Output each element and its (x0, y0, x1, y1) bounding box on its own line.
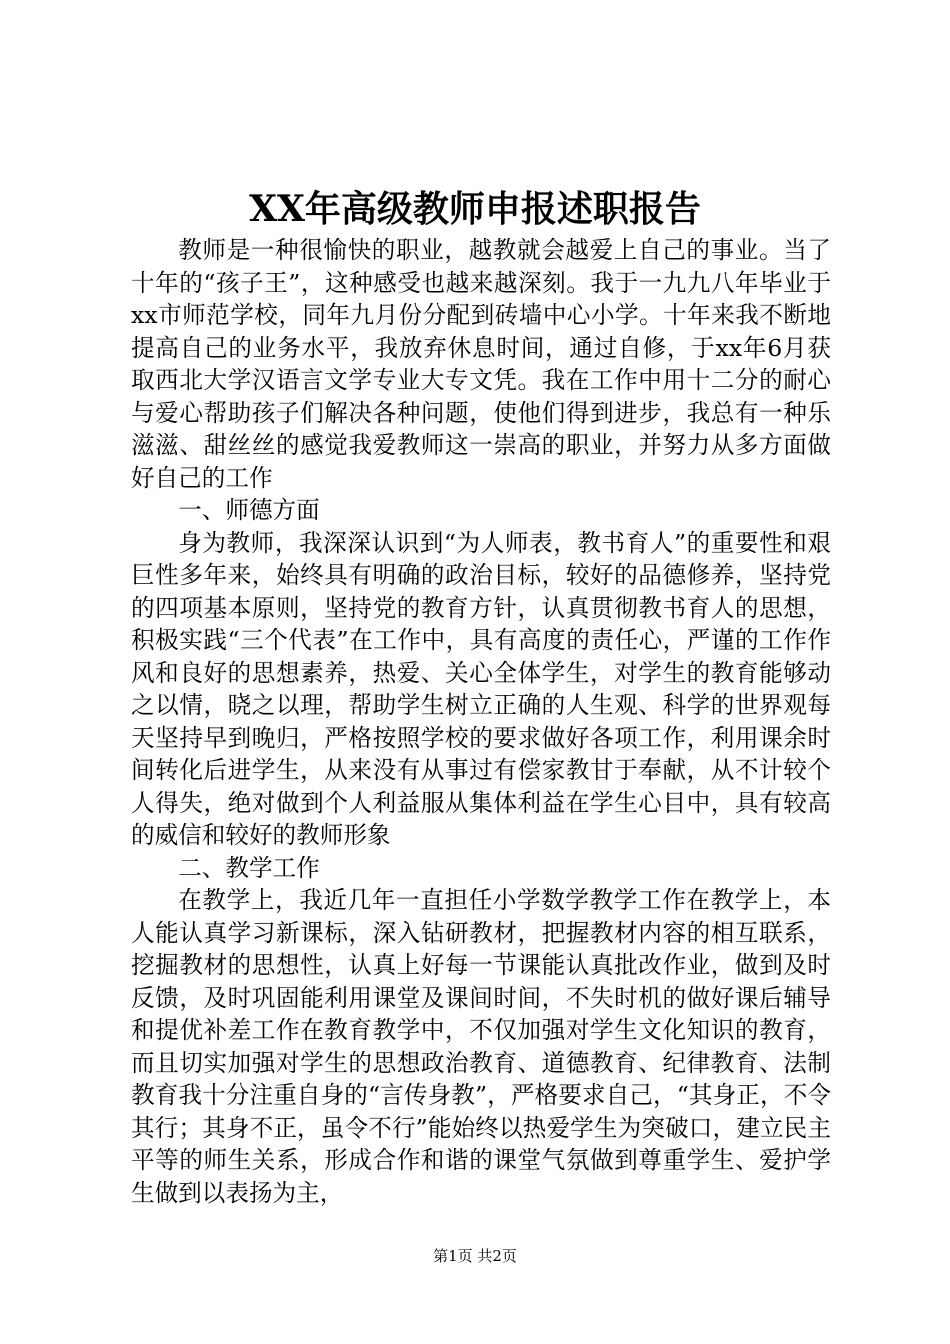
document-body (131, 234, 831, 1209)
section-heading-ethics: 一、师德方面 (178, 496, 320, 524)
section-heading-teaching: 二、教学工作 (178, 853, 320, 882)
document-title: XX年高级教师申报述职报告 (249, 188, 701, 230)
paragraph-ethics: 身为教师，我深深认识到“为人师表，教书育人”的重要性和艰巨性多年来，始终具有明确的政治目标，较好的品德修养，坚持党的四项基本原则，坚持党的教育方针，认真贯彻教书育人的思想，积极实践“三个代表”在工作中，具有高度的责任心，严谨的工作作风和良好的思想素养，热爱、关心全体学生，对学生的教育能够动之以情，晓之以理，帮助学生树立正确的人生观、科学的世界观每天坚持早到晚归，严格按照学校的要求做好各项工作，利用课余时间转化后进学生，从来没有从事过有偿家教甘于奉献，从不计较个人得失，绝对做到个人利益服从集体利益在学生心目中，具有较高的威信和较好的教师形象 (131, 528, 831, 849)
paragraph-intro: 教师是一种很愉快的职业，越教就会越爱上自己的事业。当了十年的“孩子王”，这种感受也越来越深刻。我于一九九八年毕业于xx市师范学校，同年九月份分配到砖墙中心小学。十年来我不断地提高自己的业务水平，我放弃休息时间，通过自修，于xx年6月获取西北大学汉语言文学专业大专文凭。我在工作中用十二分的耐心与爱心帮助孩子们解决各种问题，使他们得到进步，我总有一种乐滋滋、甜丝丝的感觉我爱教师这一崇高的职业，并努力从多方面做好自己的工作 (131, 236, 831, 492)
paragraph-teaching: 在教学上，我近几年一直担任小学数学教学工作在教学上，本人能认真学习新课标，深入钻研教材，把握教材内容的相互联系，挖掘教材的思想性，认真上好每一节课能认真批改作业，做到及时反馈，及时巩固能利用课堂及课间时间，不失时机的做好课后辅导和提优补差工作在教育教学中，不仅加强对学生文化知识的教育，而且切实加强对学生的思想政治教育、道德教育、纪律教育、法制教育我十分注重自身的“言传身教”，严格要求自己，“其身正，不令其行；其身不正，虽令不行”能始终以热爱学生为突破口，建立民主平等的师生关系，形成合作和谐的课堂气氛做到尊重学生、爱护学生做到以表扬为主， (131, 886, 831, 1207)
page-footer: 第1页 共2页 (433, 1247, 517, 1265)
